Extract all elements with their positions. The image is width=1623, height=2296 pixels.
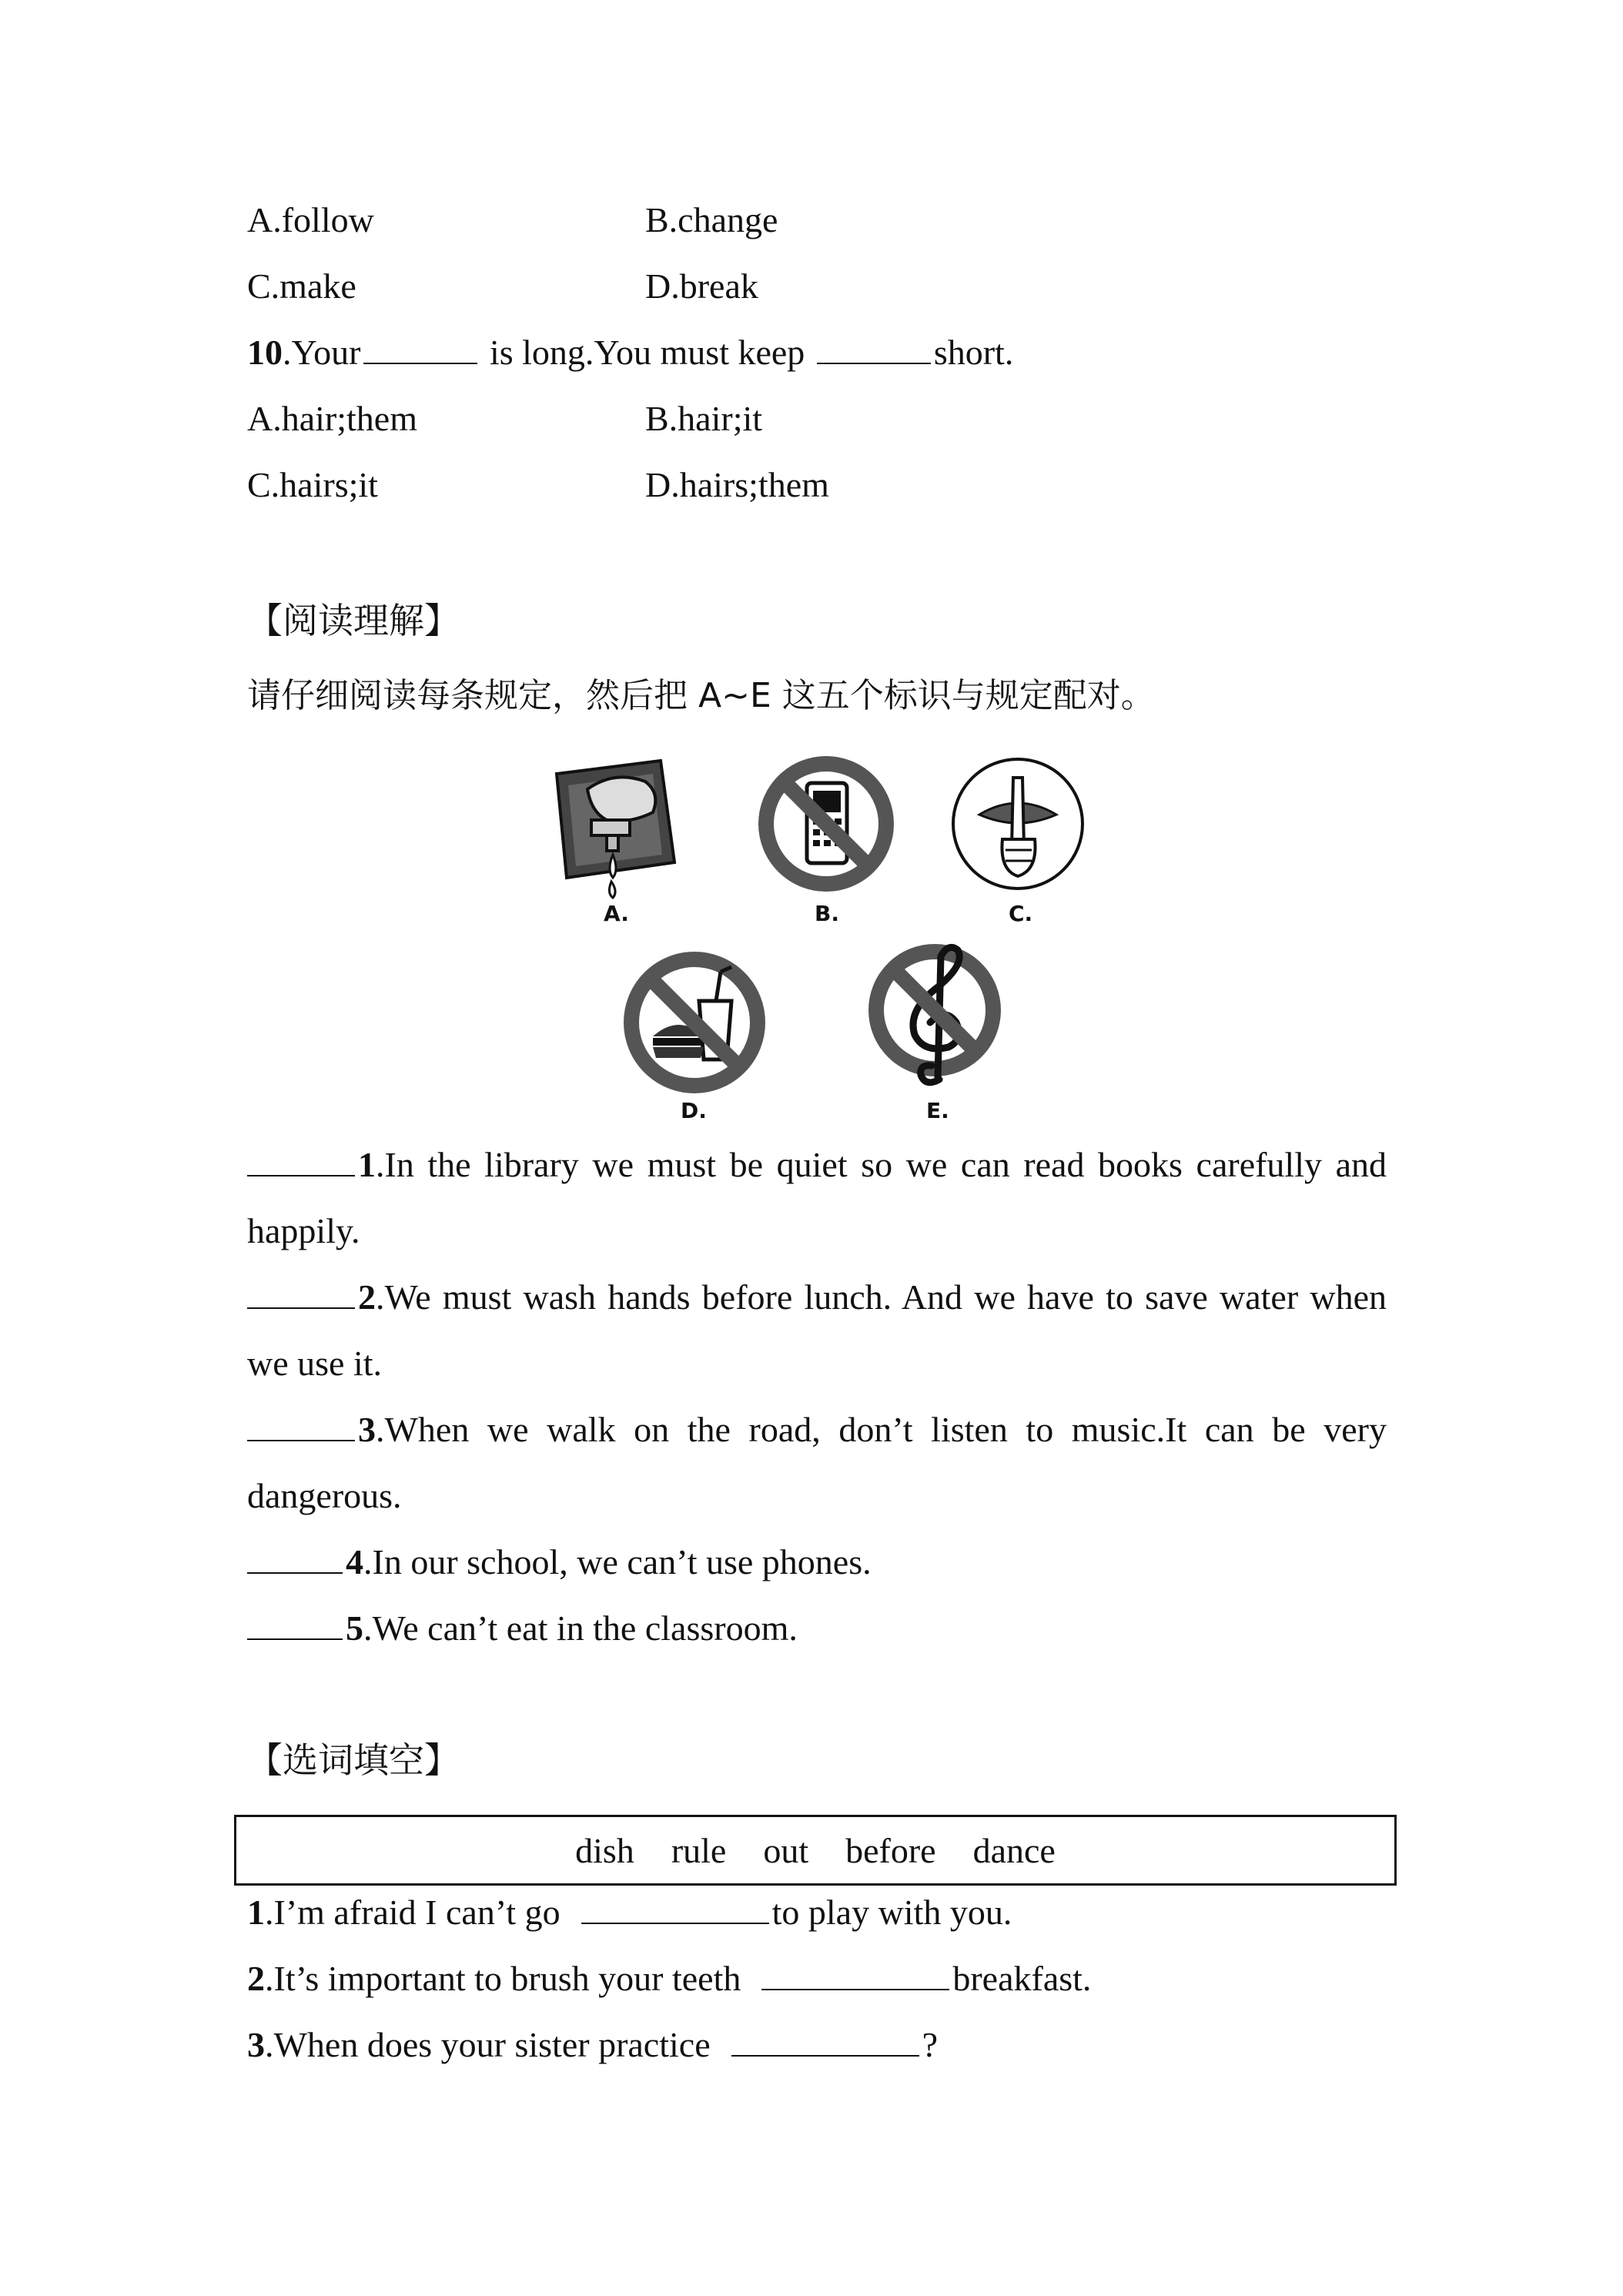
rule-2-number: 2 [358, 1277, 376, 1317]
sign-label-b: B. [815, 901, 839, 926]
rule-item [247, 1397, 1387, 1529]
q10-option-d: D.hairs;them [645, 465, 829, 504]
rule-2-text: .We must wash hands before lunch. And we have to save water when we use it. [247, 1277, 1387, 1383]
rule-1-number: 1 [358, 1145, 376, 1184]
rule-item [247, 1529, 1387, 1595]
no-music-icon [864, 933, 1010, 1095]
sign-label-e: E. [926, 1098, 949, 1123]
reading-section-title: 【阅读理解】 [247, 600, 460, 641]
q10-blank-2[interactable] [817, 332, 931, 364]
q9-option-d: D.break [645, 266, 758, 306]
rule-4-number: 4 [346, 1542, 363, 1581]
word-bank-item: dance [972, 1830, 1056, 1870]
q9-option-c: C.make [247, 266, 356, 306]
no-phone-icon [753, 751, 899, 897]
q10-part3: short. [933, 333, 1014, 372]
q10-blank-1[interactable] [363, 332, 477, 364]
rule-2-blank[interactable] [247, 1277, 355, 1309]
rule-5-blank[interactable] [247, 1608, 343, 1640]
fill-2-after: breakfast. [952, 1959, 1092, 1998]
fill-2-blank[interactable] [761, 1958, 949, 1990]
reading-instruction: 请仔细阅读每条规定，然后把 A~E 这五个标识与规定配对。 [247, 676, 1155, 715]
fill-1-blank[interactable] [581, 1892, 769, 1924]
word-bank-item: out [763, 1830, 809, 1870]
q10-option-a: A.hair;them [247, 399, 417, 438]
q10-part2: is long.You must keep [489, 333, 805, 372]
q9-option-a: A.follow [247, 200, 374, 239]
rule-3-text: .When we walk on the road, don’t listen to music.It can be very dangerous. [247, 1410, 1387, 1515]
rule-3-number: 3 [358, 1410, 376, 1449]
fill-1-after: to play with you. [771, 1893, 1012, 1932]
fill-2-number: 2 [247, 1959, 265, 1998]
fill-2-before: .It’s important to brush your teeth [265, 1959, 741, 1998]
rule-1-blank[interactable] [247, 1144, 355, 1176]
fill-3-number: 3 [247, 2025, 265, 2064]
fill-1-number: 1 [247, 1893, 265, 1932]
rule-1-text: .In the library we must be quiet so we can read books carefully and happily. [247, 1145, 1387, 1250]
fill-3-after: ? [922, 2025, 939, 2064]
fill-3-before: .When does your sister practice [265, 2025, 711, 2064]
no-food-icon [617, 946, 771, 1099]
fill-3-blank[interactable] [731, 2024, 919, 2057]
rule-item [247, 1264, 1387, 1397]
fill-item-3 [247, 2023, 938, 2067]
q10-option-b: B.hair;it [645, 399, 763, 438]
q10-part1: .Your [283, 333, 361, 372]
sign-label-d: D. [681, 1098, 707, 1123]
fill-item-2 [247, 1957, 1091, 2000]
rule-4-text: .In our school, we can’t use phones. [363, 1542, 872, 1581]
q10-option-c: C.hairs;it [247, 465, 378, 504]
word-bank-item: dish [575, 1830, 634, 1870]
q10-number: 10 [247, 333, 283, 372]
fill-item-1 [247, 1891, 1012, 1934]
rule-5-number: 5 [346, 1608, 363, 1648]
rule-item [247, 1132, 1387, 1264]
q9-option-b: B.change [645, 200, 778, 239]
word-bank-item: rule [671, 1830, 727, 1870]
quiet-icon [949, 755, 1087, 893]
sign-label-a: A. [604, 901, 629, 926]
wash-hands-icon [545, 755, 684, 901]
fill-1-before: .I’m afraid I can’t go [265, 1893, 561, 1932]
rule-4-blank[interactable] [247, 1541, 343, 1574]
word-bank [234, 1815, 1397, 1886]
q10-stem [247, 331, 1013, 374]
word-bank-item: before [845, 1830, 936, 1870]
rule-5-text: .We can’t eat in the classroom. [363, 1608, 798, 1648]
fill-section-title: 【选词填空】 [247, 1739, 460, 1781]
rule-item [247, 1595, 1387, 1662]
sign-label-c: C. [1009, 901, 1033, 926]
rule-3-blank[interactable] [247, 1409, 355, 1441]
